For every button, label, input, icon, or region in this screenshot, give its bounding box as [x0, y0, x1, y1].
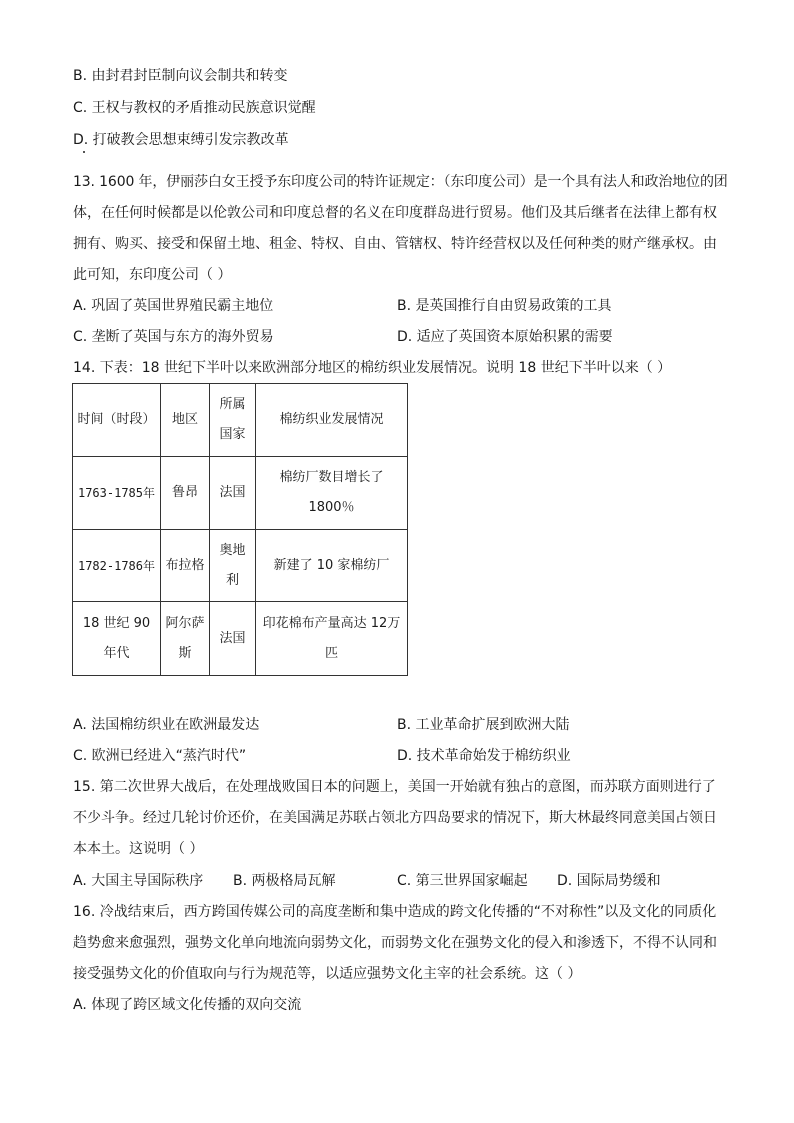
q13-option-b: B. 是英国推行自由贸易政策的工具: [397, 298, 612, 314]
q15-option-a: A. 大国主导国际秩序: [73, 873, 204, 889]
stray-dot: [83, 151, 85, 153]
table-cell: 18 世纪 90年代: [73, 602, 161, 676]
q15-stem-line-2: 不少斗争。经过几轮讨价还价，在美国满足苏联占领北方四岛要求的情况下，斯大林最终同意美国占领日: [73, 810, 717, 826]
q14-option-a: A. 法国棉纺织业在欧洲最发达: [73, 717, 260, 733]
q13-stem-line-1: 13. 1600 年，伊丽莎白女王授予东印度公司的特许证规定：（东印度公司）是一个具有法人和政治地位的团: [73, 174, 728, 190]
header-cell: 棉纺织业发展情况: [256, 384, 408, 457]
table-cell: 奥地利: [210, 530, 256, 602]
q12-option-d: D. 打破教会思想束缚引发宗教改革: [73, 132, 289, 148]
q13-option-d: D. 适应了英国资本原始积累的需要: [397, 329, 613, 345]
table-cell: 1782-1786年: [73, 530, 161, 602]
q15-option-d: D. 国际局势缓和: [557, 873, 661, 889]
q14-option-b: B. 工业革命扩展到欧洲大陆: [397, 717, 570, 733]
table-row: [73, 530, 408, 602]
header-cell: 所属国家: [210, 384, 256, 457]
table-cell: 新建了 10 家棉纺厂: [256, 530, 408, 602]
table-cell: 法国: [210, 457, 256, 530]
q16-option-a: A. 体现了跨区域文化传播的双向交流: [73, 997, 302, 1013]
table-cell: 印花棉布产量高达 12万匹: [256, 602, 408, 676]
q12-option-c: C. 王权与教权的矛盾推动民族意识觉醒: [73, 100, 316, 116]
q13-stem-line-2: 体，在任何时候都是以伦敦公司和印度总督的名义在印度群岛进行贸易。他们及其后继者在法律上都有权: [73, 205, 717, 221]
q14-option-d: D. 技术革命始发于棉纺织业: [397, 748, 571, 764]
q15-stem-line-1: 15. 第二次世界大战后，在处理战败国日本的问题上，美国一开始就有独占的意图，而苏联方面则进行了: [73, 779, 716, 795]
header-cell: 地区: [161, 384, 210, 457]
table-cell: 阿尔萨斯: [161, 602, 210, 676]
table-cell: 布拉格: [161, 530, 210, 602]
q13-stem-line-3: 拥有、购买、接受和保留土地、租金、特权、自由、管辖权、特许经营权以及任何种类的财产继承权。由: [73, 236, 717, 252]
table-cell: 法国: [210, 602, 256, 676]
q16-stem-line-1: 16. 冷战结束后，西方跨国传媒公司的高度垄断和集中造成的跨文化传播的“不对称性”以及文化的同质化: [73, 904, 717, 920]
table-cell: 鲁昂: [161, 457, 210, 530]
table-cell: 1763-1785年: [73, 457, 161, 530]
q13-option-a: A. 巩固了英国世界殖民霸主地位: [73, 298, 274, 314]
q14-stem: 14. 下表：18 世纪下半叶以来欧洲部分地区的棉纺织业发展情况。说明 18 世纪下半叶以来（ ）: [73, 360, 672, 376]
q16-stem-line-3: 接受强势文化的价值取向与行为规范等，以适应强势文化主宰的社会系统。这（ ）: [73, 966, 582, 982]
table-row: [73, 602, 408, 676]
table-cell: 棉纺厂数目增长了1800％: [256, 457, 408, 530]
table-header-row: [73, 384, 408, 457]
cotton-industry-table: [72, 383, 408, 676]
q13-stem-line-4: 此可知，东印度公司（ ）: [73, 267, 232, 283]
table-row: [73, 457, 408, 530]
q12-option-b: B. 由封君封臣制向议会制共和转变: [73, 68, 288, 84]
q14-option-c: C. 欧洲已经进入“蒸汽时代”: [73, 748, 247, 764]
q15-stem-line-3: 本本土。这说明（ ）: [73, 841, 204, 857]
q13-option-c: C. 垄断了英国与东方的海外贸易: [73, 329, 274, 345]
header-cell: 时间（时段）: [73, 384, 161, 457]
q16-stem-line-2: 趋势愈来愈强烈，强势文化单向地流向弱势文化，而弱势文化在强势文化的侵入和渗透下，不得不认同和: [73, 935, 717, 951]
q15-option-b: B. 两极格局瓦解: [233, 873, 336, 889]
q15-option-c: C. 第三世界国家崛起: [397, 873, 528, 889]
